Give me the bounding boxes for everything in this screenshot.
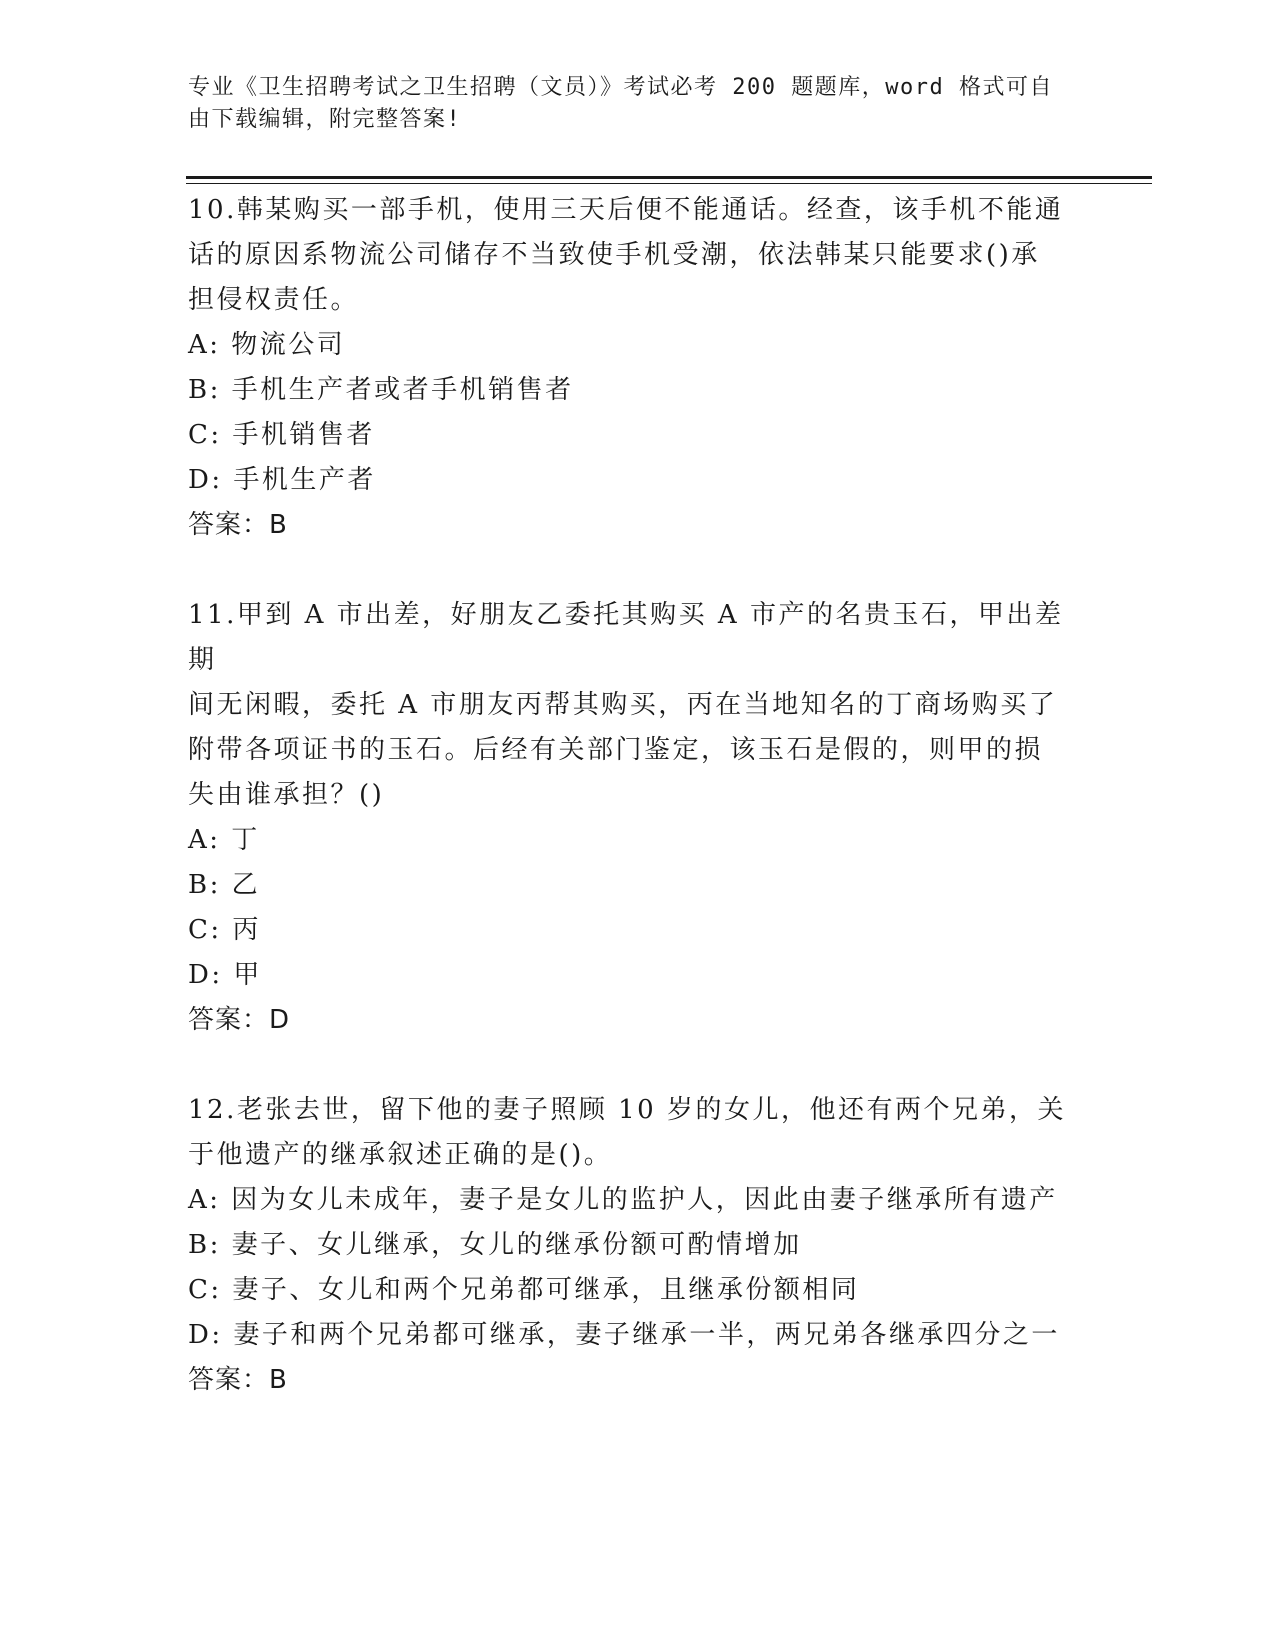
question-10 — [188, 188, 1088, 548]
option-d: D: 手机生产者 — [188, 465, 376, 495]
header-divider-thick — [186, 176, 1152, 179]
question-text-line: 间无闲暇，委托 A 市朋友丙帮其购买，丙在当地知名的丁商场购买了 — [188, 690, 1058, 720]
header-divider-thin — [186, 183, 1152, 184]
option-a: A: 因为女儿未成年，妻子是女儿的监护人，因此由妻子继承所有遗产 — [188, 1185, 1058, 1215]
option-c: C: 丙 — [188, 915, 261, 945]
question-text-line: 话的原因系物流公司储存不当致使手机受潮，依法韩某只能要求()承 — [188, 240, 1040, 270]
option-b: B: 乙 — [188, 870, 261, 900]
option-b: B: 手机生产者或者手机销售者 — [188, 375, 574, 405]
header-line-2: 由下载编辑，附完整答案! — [188, 107, 462, 132]
option-d: D: 甲 — [188, 960, 262, 990]
answer-label: 答案：D — [188, 1005, 291, 1035]
option-c: C: 妻子、女儿和两个兄弟都可继承，且继承份额相同 — [188, 1275, 860, 1305]
option-a: A: 物流公司 — [188, 330, 346, 360]
question-12 — [188, 1088, 1088, 1403]
question-text-line: 担侵权责任。 — [188, 285, 360, 315]
option-d: D: 妻子和两个兄弟都可继承，妻子继承一半，两兄弟各继承四分之一 — [188, 1320, 1060, 1350]
question-text-line: 于他遗产的继承叙述正确的是()。 — [188, 1140, 613, 1170]
question-text-line: 10.韩某购买一部手机，使用三天后便不能通话。经查，该手机不能通 — [188, 195, 1064, 225]
option-c: C: 手机销售者 — [188, 420, 375, 450]
question-text-line: 附带各项证书的玉石。后经有关部门鉴定，该玉石是假的，则甲的损 — [188, 735, 1044, 765]
answer-label: 答案：B — [188, 510, 288, 540]
question-text-line: 失由谁承担？() — [188, 780, 385, 810]
question-11 — [188, 593, 1088, 1043]
question-spacer — [188, 1043, 1088, 1088]
question-list — [188, 188, 1088, 1403]
answer-label: 答案：B — [188, 1365, 288, 1395]
question-text-line: 12.老张去世，留下他的妻子照顾 10 岁的女儿，他还有两个兄弟，关 — [188, 1095, 1066, 1125]
question-text-line: 11.甲到 A 市出差，好朋友乙委托其购买 A 市产的名贵玉石，甲出差期 — [188, 600, 1064, 675]
header-line-1: 专业《卫生招聘考试之卫生招聘（文员）》考试必考 200 题题库，word 格式可自 — [188, 75, 1053, 100]
option-b: B: 妻子、女儿继承，女儿的继承份额可酌情增加 — [188, 1230, 802, 1260]
option-a: A: 丁 — [188, 825, 260, 855]
question-spacer — [188, 548, 1088, 593]
document-header — [188, 72, 1068, 136]
